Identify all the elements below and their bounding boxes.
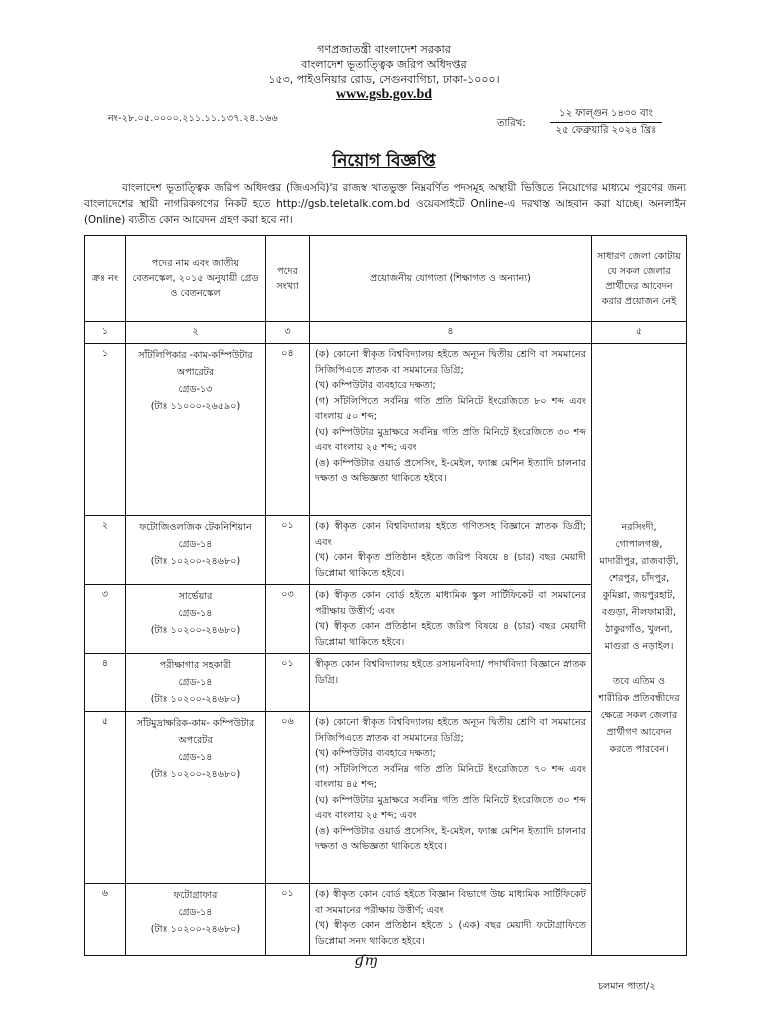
qualification-item: স্বীকৃত কোন বিশ্ববিদ্যালয় হইতে রসায়নবিদ্যা/ পদার্থবিদ্যা বিজ্ঞানে স্নাতক ডিগ্রি। [315,659,586,686]
table-row [85,344,687,516]
post-name: ফটোজিওলজিক টেকনিশিয়ান [139,522,252,533]
date-bangla: ১২ ফাল্গুন ১৪৩০ বাং [550,106,662,123]
post-scale: (টাঃ ১০২০০-২৪৬৮০) [150,769,241,780]
post-name: ফটোগ্রাফার [173,890,218,901]
qualification-item: (খ) কম্পিউটার ব্যবহারে দক্ষতা; [315,748,436,759]
qualification-cell [310,712,592,884]
intro-paragraph [84,180,686,228]
post-grade: গ্রেড-১৪ [178,677,213,688]
post-count: ০১ [266,654,310,712]
post-name: পরীক্ষাগার সহকারী [159,660,232,671]
date-block [550,106,662,138]
continued-page-note: চলমান পাতা/২ [598,981,656,992]
qualification-item: (খ) স্বীকৃত কোন প্রতিষ্ঠান হইতে ১ (এক) বছর মেয়াদী ফটোগ্রাফিতে ডিপ্লোমা সনদ থাকিতে হইবে। [315,920,586,947]
qualification-cell [310,884,592,956]
qualification-cell [310,516,592,585]
post-scale: (টাঃ ১০২০০-২৪৬৮০) [150,694,241,705]
govt-name: গণপ্রজাতন্ত্রী বাংলাদেশ সরকার [317,43,451,56]
qualification-cell [310,654,592,712]
post-count: ০১ [266,884,310,956]
initial-signature: ɠɱ [355,953,378,969]
qualification-item: (খ) কম্পিউটার ব্যবহারে দক্ষতা; [315,380,436,391]
memo-number: নং-২৮.০৫.০০০০.২১১.১১.১৩৭.২৪.১৬৬ [108,113,278,124]
column-number: ৫ [592,322,687,344]
header-serial: ক্রঃ নং [85,236,126,322]
header-district-quota: সাধারণ জেলা কোটায় যে সকল জেলার প্রার্থীদের আবেদন করার প্রয়োজন নেই [592,236,687,322]
qualification-item: (ক) স্বীকৃত কোন বোর্ড হইতে মাধ্যমিক স্কুল সার্টিফিকেট বা সমমানের পরীক্ষায় উত্তীর্ণ; এবং [315,590,586,617]
department-name: বাংলাদেশ ভূতাত্ত্বিক জরিপ অধিদপ্তর [301,58,467,71]
post-cell [126,884,266,956]
post-cell [126,344,266,516]
qualification-item: (ক) কোনো স্বীকৃত বিশ্ববিদ্যালয় হইতে অন্যূন দ্বিতীয় শ্রেণি বা সমমানের সিজিপিএতে স্নাতক বা সমমানের ডিগ্রি; [315,349,586,376]
qualification-item: (খ) স্বীকৃত কোন প্রতিষ্ঠান হইতে জরিপ বিষয়ে ৪ (চার) বছর মেয়াদী ডিপ্লোমা থাকিতে হইবে। [315,621,586,648]
serial-cell: ৩ [85,585,126,654]
column-number: ১ [85,322,126,344]
excluded-districts: নরসিংদী, গোপালগঞ্জ, মাদারীপুর, রাজবাড়ী, শেরপুর, চাঁদপুর, কুমিল্লা, জয়পুরহাট, বগুড়া, নীলফামারী, ঠাকুরগাঁও, খুলনা, মাগুরা ও নড়াইল। [599,522,679,652]
qualification-item: (গ) সাঁটলিপিতে সর্বনিম্ন গতি প্রতি মিনিটে ইংরেজিতে ৭০ শব্দ এবং বাংলায় ৪৫ শব্দ; [315,763,586,790]
header-post-name: পদের নাম এবং জাতীয় বেতনস্কেল, ২০১৫ অনুযায়ী গ্রেড ও বেতনস্কেল [126,236,266,322]
serial-cell: ৪ [85,654,126,712]
post-name: সার্ভেয়ার [178,591,213,602]
post-name: সাঁটলিপিকার -কাম-কম্পিউটার অপারেটর [138,350,253,378]
post-count: ০৩ [266,585,310,654]
date-english: ২৫ ফেব্রুয়ারি ২০২৪ খ্রিঃ [555,125,657,136]
serial-cell: ১ [85,344,126,516]
post-grade: গ্রেড-১৩ [178,384,213,395]
qualification-item: (ক) কোনো স্বীকৃত বিশ্ববিদ্যালয় হইতে অন্যূন দ্বিতীয় শ্রেণি বা সমমানের সিজিপিএতে স্নাতক বা সমমানের ডিগ্রি; [315,717,586,744]
serial-cell: ৬ [85,884,126,956]
post-grade: গ্রেড-১৪ [178,539,213,550]
notice-title: নিয়োগ বিজ্ঞপ্তি [332,151,436,171]
notice-title-wrap [0,148,768,176]
qualification-item: (খ) কোন স্বীকৃত প্রতিষ্ঠান হইতে জরিপ বিষয়ে ৪ (চার) বছর মেয়াদী ডিপ্লোমা থাকিতে হইবে। [315,552,586,579]
post-grade: গ্রেড-১৪ [178,752,213,763]
quota-exception-note: তবে এতিম ও শারীরিক প্রতিবন্ধীদের ক্ষেত্রে সকল জেলার প্রার্থীগণ আবেদন করতে পারবেন। [598,676,680,755]
post-cell [126,585,266,654]
department-address: ১৫৩, পাইওনিয়ার রোড, সেগুনবাগিচা, ঢাকা-১০০০। [268,73,500,86]
column-number: ২ [126,322,266,344]
post-count: ০৪ [266,344,310,516]
header-post-count: পদের সংখ্যা [266,236,310,322]
post-grade: গ্রেড-১৪ [178,907,213,918]
qualification-item: (ঘ) কম্পিউটার মুদ্রাক্ষরে সর্বনিম্ন গতি প্রতি মিনিটে ইংরেজিতে ৩০ শব্দ এবং বাংলায় ২৫ শব্দ; এবং [315,426,586,453]
post-count: ০১ [266,516,310,585]
qualification-item: (ঘ) কম্পিউটার মুদ্রাক্ষরে সর্বনিম্ন গতি প্রতি মিনিটে ইংরেজিতে ৩০ শব্দ এবং বাংলায় ২৫ শব্দ; এবং [315,794,586,821]
post-cell [126,654,266,712]
qualification-cell [310,585,592,654]
post-cell [126,516,266,585]
table-header-row [85,236,687,322]
header-block [0,42,768,102]
qualification-item: (ঙ) কম্পিউটার ওয়ার্ড প্রসেসিং, ই-মেইল, ফ্যাক্স মেশিন ইত্যাদি চালনার দক্ষতা ও অভিজ্ঞতা থাকিতে হইবে। [315,825,586,852]
qualification-item: (ক) স্বীকৃত কোন বিশ্ববিদ্যালয় হইতে গণিতসহ বিজ্ঞানে স্নাতক ডিগ্রী; এবং [315,521,586,548]
post-scale: (টাঃ ১০২০০-২৪৬৮০) [150,556,241,567]
date-label: তারিখ: [497,118,526,129]
post-cell [126,712,266,884]
serial-cell: ২ [85,516,126,585]
serial-cell: ৫ [85,712,126,884]
column-number: ৩ [266,322,310,344]
post-name: সাঁটমুদ্রাক্ষরিক-কাম- কম্পিউটার অপরেটর [136,718,255,746]
intro-text: বাংলাদেশ ভূতাত্ত্বিক জরিপ অধিদপ্তর (জিএসবি)'র রাজস্ব খাতভুক্ত নিম্নবর্ণিত পদসমূহ অস্থায়ী ভিত্তিতে নিয়োগের মাধ্যমে পূরণের জন্য বাংলাদেশের স্থায়ী নাগরিকগণের নিকট হতে http://gsb.teletalk.com.bd ওয়েবসাইটে Online-এ দরখাস্ত আহবান করা যাচ্ছে। অনলাইন (Online) ব্যতীত কোন আবেদন গ্রহণ করা হবে না। [84,182,686,226]
website-link[interactable]: www.gsb.gov.bd [335,87,433,102]
header-qualification: প্রয়োজনীয় যোগ্যতা (শিক্ষাগত ও অন্যান্য) [310,236,592,322]
post-scale: (টাঃ ১০২০০-২৪৬৮০) [150,625,241,636]
column-number: ৪ [310,322,592,344]
qualification-item: (ক) স্বীকৃত কোন বোর্ড হইতে বিজ্ঞান বিভাগে উচ্চ মাধ্যমিক সার্টিফিকেট বা সমমানের পরীক্ষায় উত্তীর্ণ; এবং [315,889,586,916]
post-count: ০৬ [266,712,310,884]
district-quota-cell [592,344,687,956]
column-number-row [85,322,687,344]
post-scale: (টাঃ ১০২০০-২৪৬৮০) [150,924,241,935]
qualification-item: (ঙ) কম্পিউটার ওয়ার্ড প্রসেসিং, ই-মেইল, ফ্যাক্স মেশিন ইত্যাদি চালনার দক্ষতা ও অভিজ্ঞতা থাকিতে হইবে। [315,457,586,484]
post-scale: (টাঃ ১১০০০-২৬৫৯০) [150,401,241,412]
qualification-item: (গ) সাঁটলিপিতে সর্বনিম্ন গতি প্রতি মিনিটে ইংরেজিতে ৮০ শব্দ এবং বাংলায় ৫০ শব্দ; [315,395,586,422]
vacancy-table [84,235,687,956]
qualification-cell [310,344,592,516]
post-grade: গ্রেড-১৪ [178,608,213,619]
